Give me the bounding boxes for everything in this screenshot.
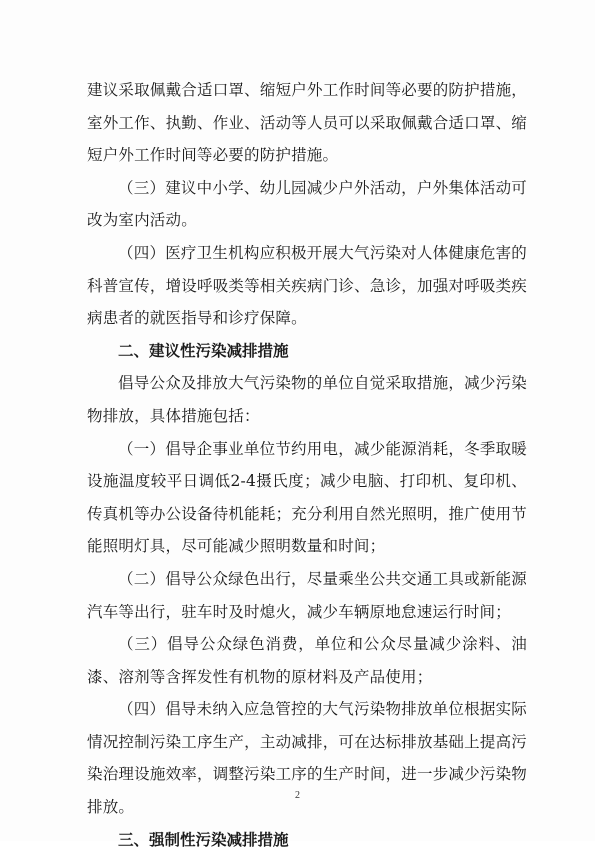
- paragraph-green-travel: （二）倡导公众绿色出行，尽量乘坐公共交通工具或新能源汽车等出行，驻车时及时熄火，减少车辆原地怠速运行时间；: [87, 569, 527, 621]
- paragraph-protection-measures: 建议采取佩戴合适口罩、缩短户外工作时间等必要的防护措施，室外工作、执勤、作业、活动等人员可以采取佩戴合适口罩、缩短户外工作时间等必要的防护措施。: [87, 81, 527, 165]
- document-body: [87, 74, 527, 856]
- paragraph-energy-saving: （一）倡导企事业单位节约用电，减少能源消耗，冬季取暖设施温度较平日调低2-4摄氏度；减少电脑、打印机、复印机、传真机等办公设备待机能耗；充分利用自然光照明，推广使用节能照明灯具，尽可能减少照明数量和时间；: [87, 439, 527, 556]
- section-heading-advisory-reduction: 二、建议性污染减排措施: [118, 341, 289, 360]
- paragraph-advisory-intro: 倡导公众及排放大气污染物的单位自觉采取措施，减少污染物排放，具体措施包括：: [87, 374, 527, 425]
- page-number: 2: [295, 790, 300, 801]
- paragraph-medical-institutions: （四）医疗卫生机构应积极开展大气污染对人体健康危害的科普宣传，增设呼吸类等相关疾病门诊、急诊，加强对呼吸类疾病患者的就医指导和诊疗保障。: [87, 243, 527, 328]
- paragraph-schools-outdoor: （三）建议中小学、幼儿园减少户外活动，户外集体活动可改为室内活动。: [87, 178, 527, 230]
- paragraph-green-consumption: （三）倡导公众绿色消费，单位和公众尽量减少涂料、油漆、溶剂等含挥发性有机物的原材料及产品使用；: [87, 635, 527, 686]
- paragraph-voluntary-reduction: （四）倡导未纳入应急管控的大气污染物排放单位根据实际情况控制污染工序生产，主动减排，可在达标排放基础上提高污染治理设施效率，调整污染工序的生产时间，进一步减少污染物排放。: [87, 700, 527, 817]
- section-heading-mandatory-reduction: 三、强制性污染减排措施: [118, 830, 289, 849]
